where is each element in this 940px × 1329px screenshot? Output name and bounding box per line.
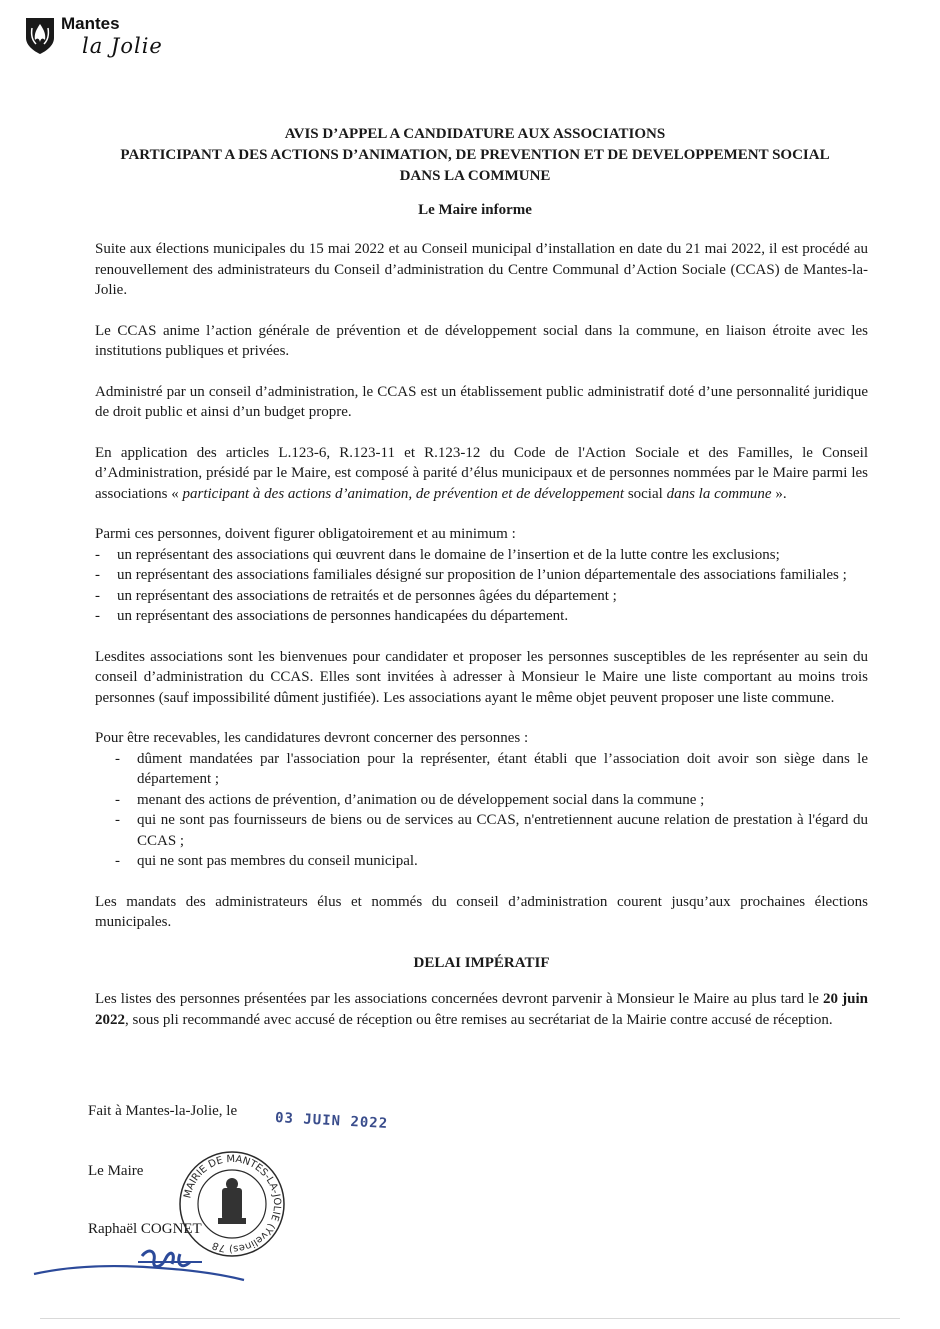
- criteria-list: [95, 749, 868, 872]
- deadline-heading: DELAI IMPÉRATIF: [413, 954, 550, 971]
- list-item: - menant des actions de prévention, d’animation ou de développement social dans la commune ;: [115, 790, 868, 811]
- p4-text-e: ».: [771, 485, 787, 502]
- document-body: [95, 239, 868, 1050]
- list-item: - un représentant des associations de personnes handicapées du département.: [95, 606, 868, 627]
- paragraph-7-intro: Pour être recevables, les candidatures devront concerner des personnes :: [95, 730, 529, 746]
- list-item: - un représentant des associations de retraités et de personnes âgées du département ;: [95, 586, 868, 607]
- mayor-role: Le Maire: [88, 1163, 144, 1179]
- list-item: - qui ne sont pas membres du conseil municipal.: [115, 851, 868, 872]
- p9-text-a: Les listes des personnes présentées par les associations concernées devront parvenir à Monsieur le Maire au plus tard le: [95, 991, 824, 1007]
- paragraph-9: [95, 989, 868, 1030]
- p9-text-c: , sous pli recommandé avec accusé de réception ou être remises au secrétariat de la Mairie contre accusé de réception.: [125, 1011, 833, 1028]
- city-shield-icon: [24, 16, 56, 56]
- paragraph-3: Administré par un conseil d’administration, le CCAS est un établissement public administratif doté d’une personnalité juridique de droit public et ainsi d’un budget propre.: [95, 383, 868, 420]
- logo-text-la-jolie: la Jolie: [82, 34, 163, 58]
- title-line-2: PARTICIPANT A DES ACTIONS D’ANIMATION, DE PREVENTION ET DE DEVELOPPEMENT SOCIAL: [120, 147, 830, 163]
- seal-text: MAIRIE DE MANTES-LA-JOLIE (Yvelines) 78: [182, 1153, 283, 1255]
- title-line-1: AVIS D’APPEL A CANDIDATURE AUX ASSOCIATIONS: [284, 126, 666, 142]
- document-title: [60, 124, 890, 187]
- list-item: - un représentant des associations familiales désigné sur proposition de l’union départementale des associations familiales ;: [95, 565, 868, 586]
- representatives-list: [95, 545, 868, 627]
- list-item: - dûment mandatées par l'association pour la représenter, étant établi que l’association doit avoir son siège dans le département ;: [115, 749, 868, 790]
- page-bottom-rule: [40, 1318, 900, 1319]
- p4-text-italic-1: participant à des actions d’animation, de prévention et de développement: [182, 485, 625, 502]
- paragraph-5-intro: Parmi ces personnes, doivent figurer obligatoirement et au minimum :: [95, 526, 516, 542]
- paragraph-8: Les mandats des administrateurs élus et nommés du conseil d’administration courent jusqu’aux prochaines élections municipales.: [95, 893, 868, 930]
- mayor-name: Raphaël COGNET: [88, 1221, 202, 1237]
- p4-text-a: En application des articles L.123-6, R.123-11 et R.123-12 du Code de l'Action Sociale et des Familles, le Conseil d’Administration, présidé par le Maire, est composé à parité d’élus municipaux et de personnes nommées par le Maire parmi les associations «: [95, 444, 868, 502]
- handwritten-signature: [30, 1240, 250, 1300]
- paragraph-4: [95, 443, 868, 505]
- p4-text-italic-2: dans la commune: [666, 485, 772, 502]
- deadline-date: 20 juin 2022: [95, 991, 868, 1028]
- list-item: - qui ne sont pas fournisseurs de biens ou de services au CCAS, n'entretiennent aucune relation de prestation à l'égard du CCAS ;: [115, 810, 868, 851]
- paragraph-1: Suite aux élections municipales du 15 mai 2022 et au Conseil municipal d’installation en date du 21 mai 2022, il est procédé au renouvellement des administrateurs du Conseil d’administration du Centre Communal d’Action Sociale (CCAS) de Mantes-la-Jolie.: [95, 241, 868, 298]
- paragraph-2: Le CCAS anime l’action générale de prévention et de développement social dans la commune, en liaison étroite avec les institutions publiques et privées.: [95, 322, 868, 359]
- p4-text-c: social: [624, 485, 667, 502]
- date-stamp: 03 JUIN 2022: [274, 1110, 389, 1132]
- document-subtitle: Le Maire informe: [418, 202, 532, 218]
- logo-text-mantes: Mantes: [61, 14, 120, 33]
- title-line-3: DANS LA COMMUNE: [399, 168, 551, 184]
- paragraph-6: Lesdites associations sont les bienvenues pour candidater et proposer les personnes susceptibles de les représenter au sein du conseil d’administration du CCAS. Elles sont invitées à adresser à Monsieur le Maire une liste comportant au moins trois personnes (sauf impossibilité dûment justifiée). Les associations ayant le même objet peuvent proposer une liste commune.: [95, 648, 868, 706]
- signature-place: Fait à Mantes-la-Jolie, le: [88, 1103, 238, 1119]
- list-item: - un représentant des associations qui œuvrent dans le domaine de l’insertion et de la lutte contre les exclusions;: [95, 545, 868, 566]
- city-logo: [24, 12, 174, 72]
